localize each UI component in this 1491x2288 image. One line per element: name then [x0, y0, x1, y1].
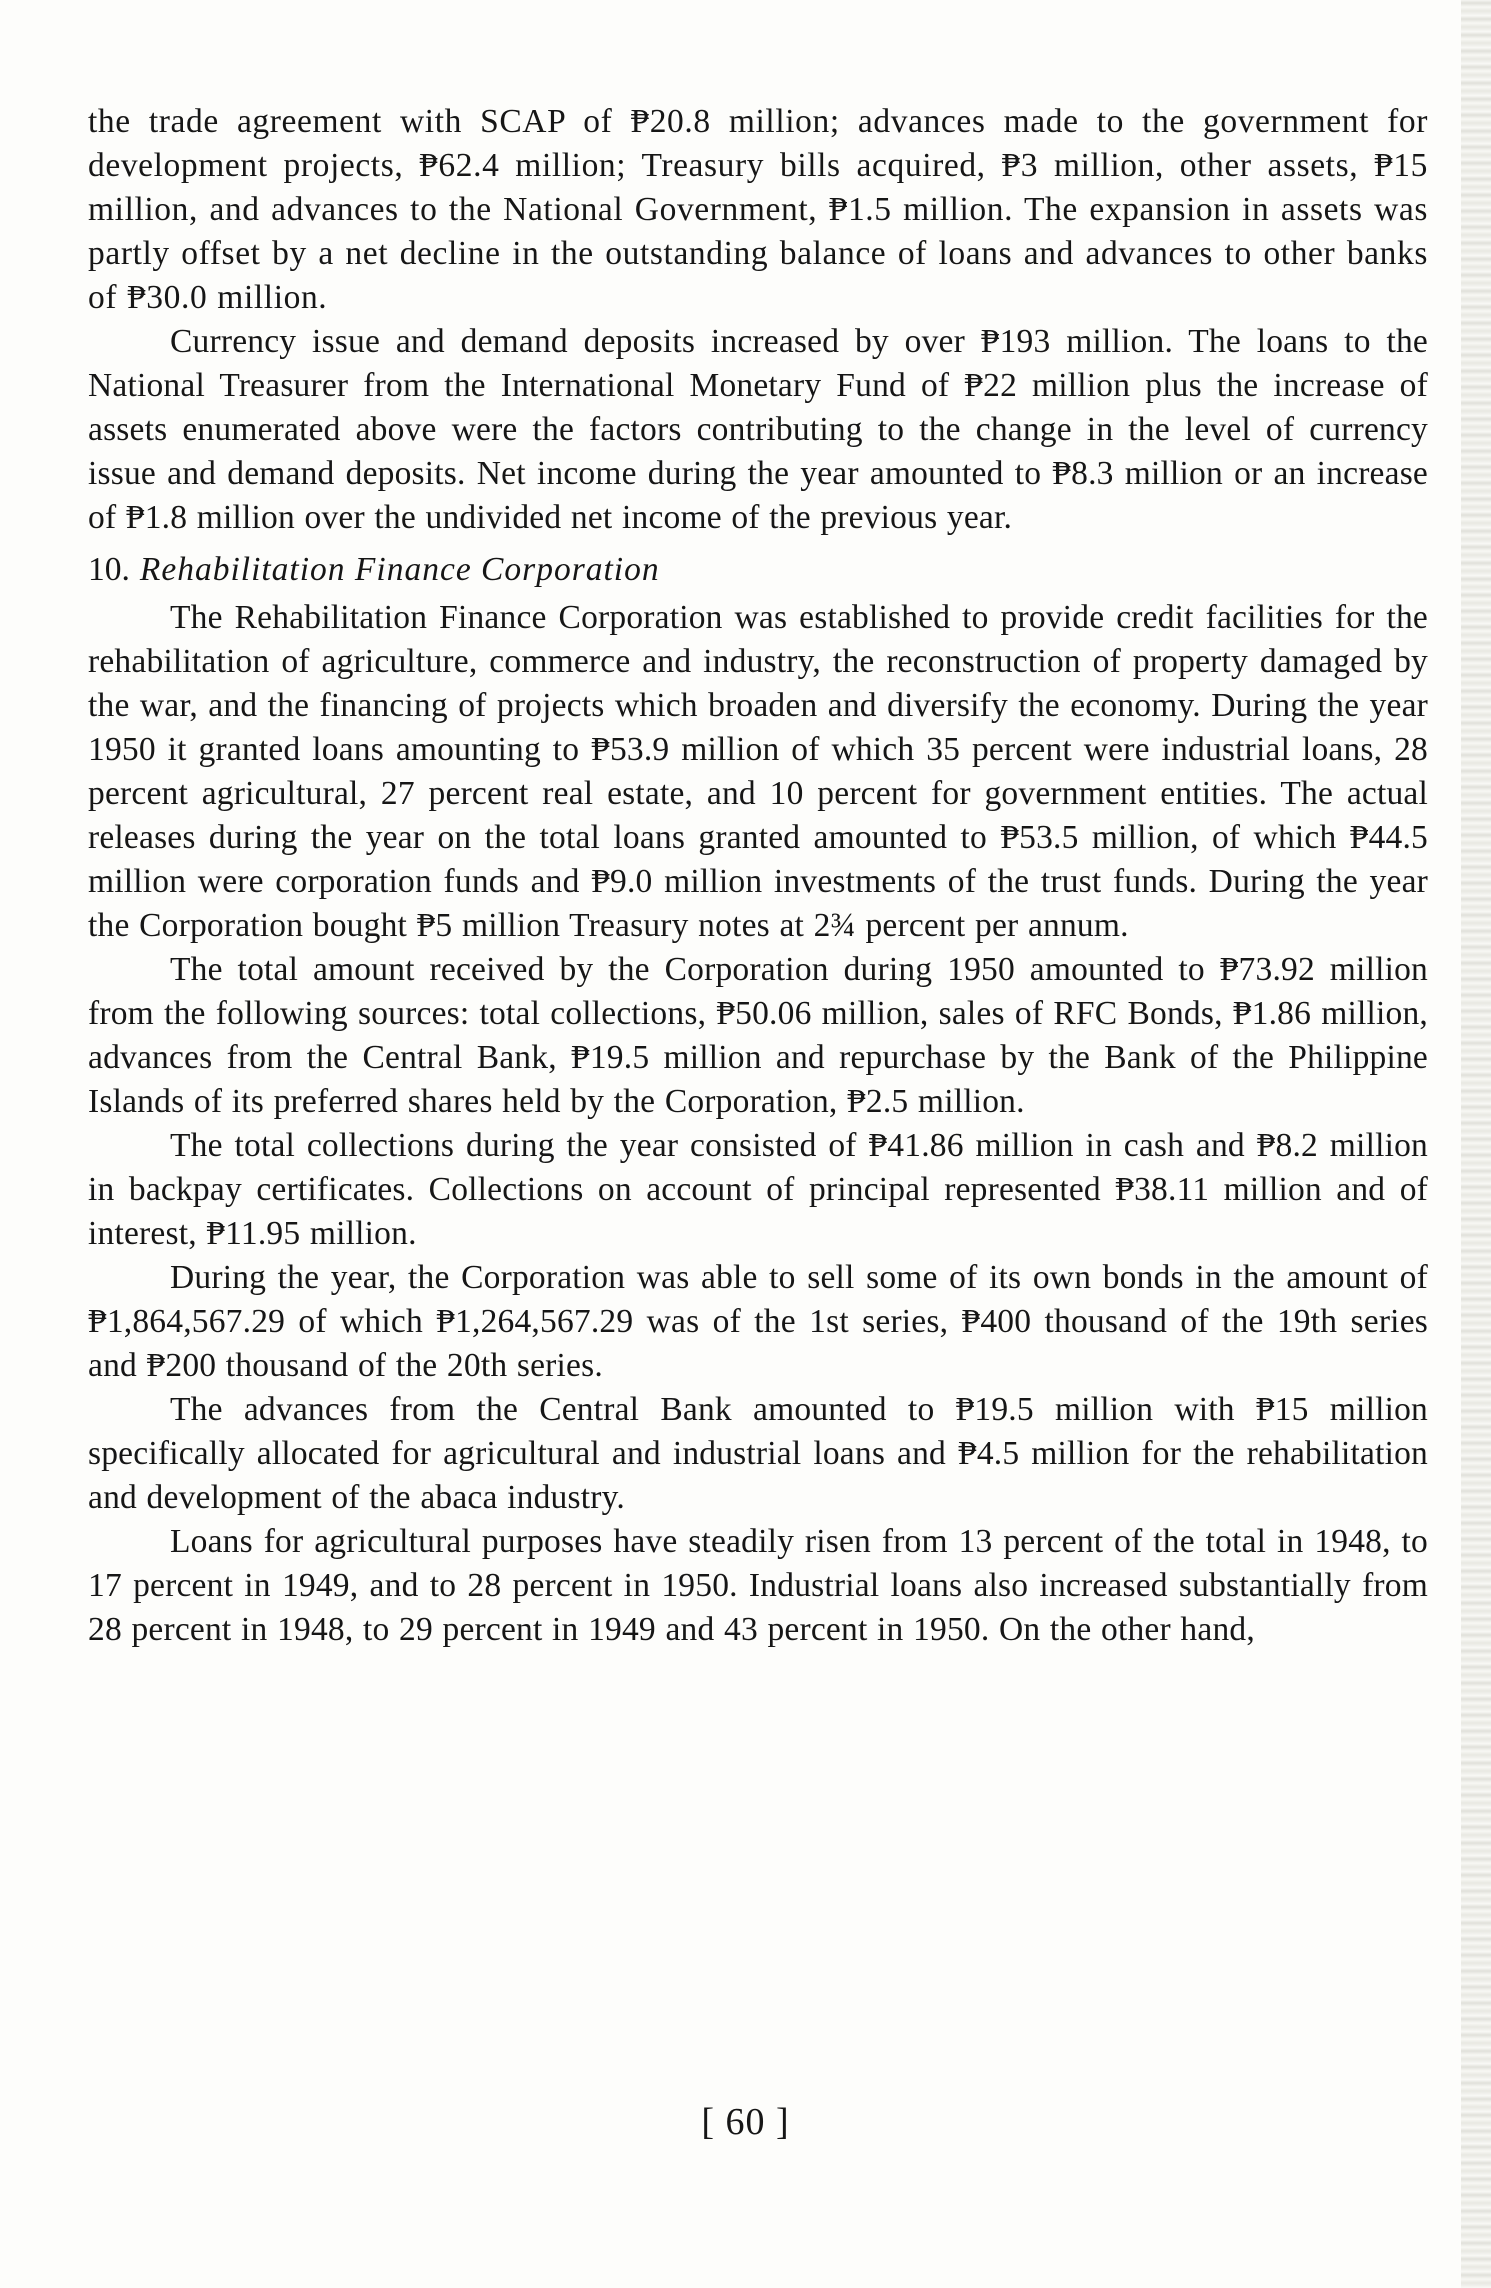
page-edge [1461, 0, 1491, 2288]
section-heading [88, 548, 1428, 592]
paragraph-total-received: The total amount received by the Corporation during 1950 amounted to ₱73.92 million from the following sources: total collections, ₱50.06 million, sales of RFC Bonds, ₱1.86 million, advances from the Central Bank, ₱19.5 million and repurchase by the Bank of the Philippine Islands of its preferred shares held by the Corporation, ₱2.5 million. [88, 951, 1428, 1120]
paragraph-currency-issue: Currency issue and demand deposits increased by over ₱193 million. The loans to the National Treasurer from the International Monetary Fund of ₱22 million plus the increase of assets enumerated above were the factors contributing to the change in the level of currency issue and demand deposits. Net income during the year amounted to ₱8.3 million or an increase of ₱1.8 million over the undivided net income of the previous year. [88, 323, 1428, 536]
page-number: [ 60 ] [701, 2101, 790, 2143]
section-title: Rehabilitation Finance Corporation [139, 551, 660, 588]
paragraph-trade-agreement: the trade agreement with SCAP of ₱20.8 million; advances made to the government for development projects, ₱62.4 million; Treasury bills acquired, ₱3 million, other assets, ₱15 million, and advances to the National Government, ₱1.5 million. The expansion in assets was partly offset by a net decline in the outstanding balance of loans and advances to other banks of ₱30.0 million. [88, 103, 1428, 316]
paragraph-agricultural-loans: Loans for agricultural purposes have steadily risen from 13 percent of the total in 1948, to 17 percent in 1949, and to 28 percent in 1950. Industrial loans also increased substantially from 28 percent in 1948, to 29 percent in 1949 and 43 percent in 1950. On the other hand, [88, 1523, 1428, 1648]
paragraph-central-bank-advances: The advances from the Central Bank amounted to ₱19.5 million with ₱15 million specifically allocated for agricultural and industrial loans and ₱4.5 million for the rehabilitation and development of the abaca industry. [88, 1391, 1428, 1516]
page-body [88, 100, 1428, 1652]
section-number: 10. [88, 551, 130, 588]
paragraph-bond-sales: During the year, the Corporation was able to sell some of its own bonds in the amount of ₱1,864,567.29 of which ₱1,264,567.29 was of the 1st series, ₱400 thousand of the 19th series and ₱200 thousand of the 20th series. [88, 1259, 1428, 1384]
paragraph-rfc-purpose: The Rehabilitation Finance Corporation was established to provide credit facilities for the rehabilitation of agriculture, commerce and industry, the reconstruction of property damaged by the war, and the financing of projects which broaden and diversify the economy. During the year 1950 it granted loans amounting to ₱53.9 million of which 35 percent were industrial loans, 28 percent agricultural, 27 percent real estate, and 10 percent for government entities. The actual releases during the year on the total loans granted amounted to ₱53.5 million, of which ₱44.5 million were corporation funds and ₱9.0 million investments of the trust funds. During the year the Corporation bought ₱5 million Treasury notes at 2¾ percent per annum. [88, 599, 1428, 944]
paragraph-total-collections: The total collections during the year consisted of ₱41.86 million in cash and ₱8.2 million in backpay certificates. Collections on account of principal represented ₱38.11 million and of interest, ₱11.95 million. [88, 1127, 1428, 1252]
